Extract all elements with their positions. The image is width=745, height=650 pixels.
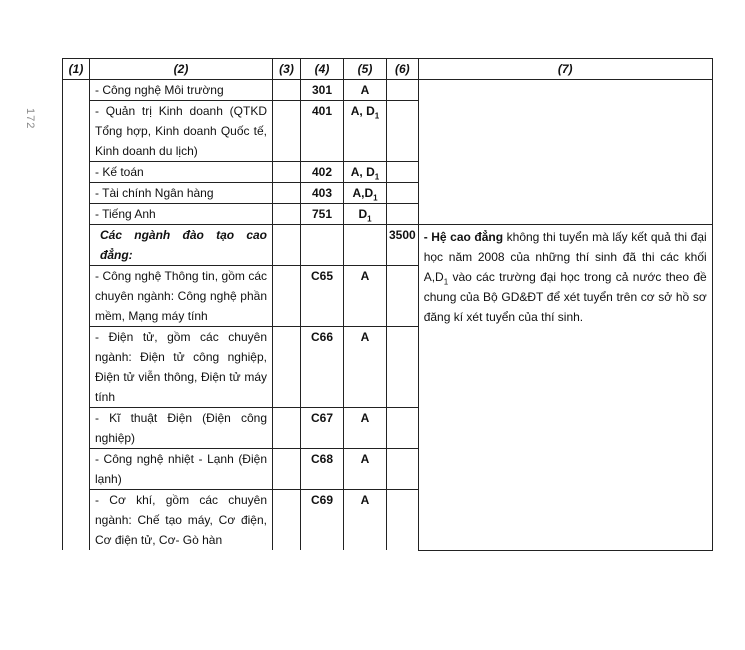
program-name: - Quản trị Kinh doanh (QTKD Tổng hợp, Kinh doanh Quốc tế, Kinh doanh du lịch) [90,101,273,162]
table-header-row [63,59,713,80]
header-col-2: (2) [90,59,273,80]
program-code: C66 [301,327,344,408]
program-name: - Tiếng Anh [90,204,273,225]
exam-block [344,225,387,266]
header-col-6: (6) [387,59,419,80]
exam-block: A [344,408,387,449]
note-bold-lead: - Hệ cao đẳng [423,230,504,244]
enrollment-table [62,58,713,551]
exam-block: A, $D_1$ [344,162,387,183]
note-text: không thi tuyển mà lấy kết quả thi đại học năm 2008 của những thí sinh đã thi các khối $A,D_1$ vào các trường đại học trong cả nước theo đề chung của Bộ GD&ĐT để xét tuyển trên cơ sở hồ sơ đăng kí xét tuyển của thí sinh. [423,230,707,324]
quota-cell [387,266,419,327]
program-name: - Kế toán [90,162,273,183]
col-3-cell [273,204,301,225]
quota-cell [387,327,419,408]
exam-block: A [344,449,387,490]
program-code: C68 [301,449,344,490]
program-code: 402 [301,162,344,183]
col-3-cell [273,408,301,449]
page-number: 172 [24,108,36,130]
exam-block: A [344,266,387,327]
col-3-cell [273,266,301,327]
header-col-4: (4) [301,59,344,80]
program-name: - Kĩ thuật Điện (Điện công nghiệp) [90,408,273,449]
program-code: C69 [301,490,344,551]
col-3-cell [273,449,301,490]
quota-cell: 3500 [387,225,419,266]
program-code: 403 [301,183,344,204]
col-3-cell [273,80,301,101]
quota-cell [387,204,419,225]
quota-cell [387,80,419,101]
table-row [63,80,713,101]
program-name: - Công nghệ nhiệt - Lạnh (Điện lạnh) [90,449,273,490]
col-3-cell [273,162,301,183]
notes-empty-cell [418,80,712,225]
program-code [301,225,344,266]
header-col-3: (3) [273,59,301,80]
program-name: - Công nghệ Thông tin, gồm các chuyên ngành: Công nghệ phần mềm, Mạng máy tính [90,266,273,327]
col-3-cell [273,101,301,162]
col-3-cell [273,490,301,551]
exam-block: $A,D_1$ [344,183,387,204]
program-code: 401 [301,101,344,162]
section-row [63,225,713,266]
program-name: - Công nghệ Môi trường [90,80,273,101]
exam-block: $D_1$ [344,204,387,225]
exam-block: A, $D_1$ [344,101,387,162]
program-name: - Cơ khí, gồm các chuyên ngành: Chế tạo máy, Cơ điện, Cơ điện tử, Cơ- Gò hàn [90,490,273,551]
quota-cell [387,162,419,183]
exam-block: A [344,490,387,551]
header-col-5: (5) [344,59,387,80]
exam-block: A [344,327,387,408]
program-code: 301 [301,80,344,101]
program-code: C67 [301,408,344,449]
program-name: - Tài chính Ngân hàng [90,183,273,204]
quota-cell [387,183,419,204]
header-col-7: (7) [418,59,712,80]
col-3-cell [273,225,301,266]
exam-block: A [344,80,387,101]
quota-cell [387,449,419,490]
college-note [418,225,712,551]
quota-cell [387,490,419,551]
program-code: 751 [301,204,344,225]
quota-cell [387,101,419,162]
program-code: C65 [301,266,344,327]
program-name: - Điện tử, gồm các chuyên ngành: Điện tử công nghiệp, Điện tử viễn thông, Điện tử máy tính [90,327,273,408]
col-1-cell [63,80,90,551]
header-col-1: (1) [63,59,90,80]
col-3-cell [273,327,301,408]
program-name: Các ngành đào tạo cao đẳng: [90,225,273,266]
quota-cell [387,408,419,449]
col-3-cell [273,183,301,204]
